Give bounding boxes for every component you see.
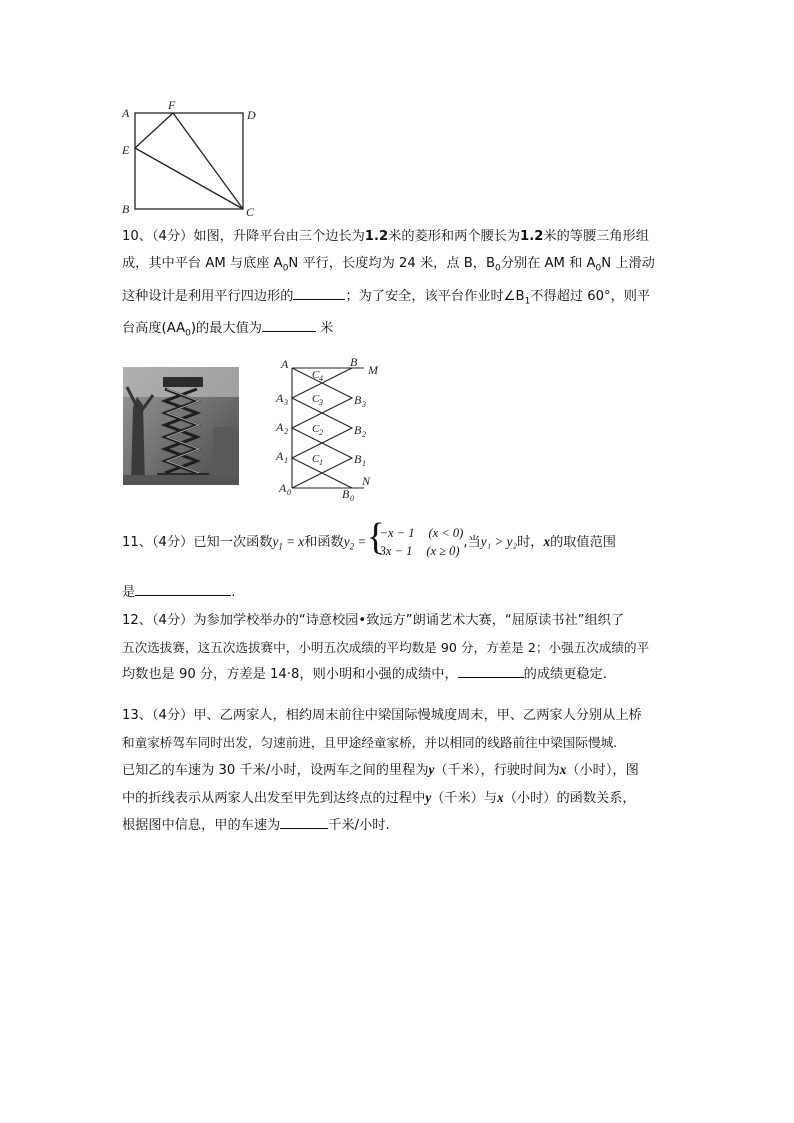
q12-text-1: 为参加学校举办的“诗意校园•致远方”朗诵艺术大赛，“屈原读书社”组织了 xyxy=(193,613,625,628)
question-10 xyxy=(122,223,674,348)
q11-text-shi: 是 xyxy=(122,584,136,600)
label-b3: B xyxy=(354,393,362,407)
q13-text-3b: （千米），行驶时间为 xyxy=(434,763,560,778)
label-b1: B xyxy=(354,452,362,466)
q11-line-2 xyxy=(122,579,674,606)
q10-text-1c: 米的等腰三角形组 xyxy=(543,229,649,244)
label-c4-sub: 4 xyxy=(319,374,323,383)
q13-number: 13、 xyxy=(122,708,152,723)
q13-x-2: x xyxy=(497,790,504,805)
q12-line-3 xyxy=(122,661,674,688)
q13-text-3a: 已知乙的车速为 30 千米/小时，设两车之间的里程为 xyxy=(122,763,429,778)
q10-sub-b0: 0 xyxy=(495,263,501,274)
q10-text-2: 成，其中平台 AM 与底座 A xyxy=(122,256,283,271)
label-b2-sub: 2 xyxy=(362,430,366,439)
q13-text-3c: （小时），图 xyxy=(566,763,639,778)
q13-line-3 xyxy=(122,756,674,784)
q10-sub-a0n: 0 xyxy=(595,263,602,274)
q10-text-3: 这种设计是利用平行四边形的 xyxy=(122,288,294,304)
q11-text-3: ,当 xyxy=(463,535,481,550)
lift-photo-svg xyxy=(123,367,239,485)
q12-line-1 xyxy=(122,607,674,634)
label-b0-sub: 0 xyxy=(350,494,354,503)
q10-text-4b: )的最大值为 xyxy=(190,321,262,337)
label-c4: C xyxy=(312,369,320,381)
label-a2-sub: 2 xyxy=(284,427,288,436)
q13-text-5b: 千米/小时. xyxy=(328,818,390,833)
q10-line-4 xyxy=(122,315,674,348)
label-a: A xyxy=(281,357,289,371)
q10-line-2 xyxy=(122,250,674,283)
q11-blank[interactable] xyxy=(135,581,231,596)
label-c3-sub: 3 xyxy=(319,398,323,407)
label-b2: B xyxy=(354,423,362,437)
label-c2: C xyxy=(312,423,320,435)
q11-case-2 xyxy=(380,542,464,560)
label-a0-sub: 0 xyxy=(287,488,291,497)
label-m: M xyxy=(368,363,378,377)
q11-case2-cond: (x ≥ 0) xyxy=(426,544,460,558)
q10-number: 10、 xyxy=(122,229,152,244)
q10-len2: 1.2 xyxy=(520,229,544,244)
label-a: A xyxy=(122,106,130,120)
q12-number: 12、 xyxy=(122,613,152,628)
label-a3: A xyxy=(276,391,284,405)
q11-x: x xyxy=(543,534,551,549)
segment-ef xyxy=(135,113,173,148)
q10-text-3c: 不得超过 60°，则平 xyxy=(530,288,651,304)
q10-text-4: 台高度(AA xyxy=(122,321,186,337)
lift-schematic-svg xyxy=(272,356,392,506)
label-a3-sub: 3 xyxy=(284,398,288,407)
q10-text-2d: N 上滑动 xyxy=(601,256,655,271)
q10-text-1b: 米的菱形和两个腰长为 xyxy=(388,229,521,244)
label-a0: A xyxy=(279,481,287,495)
segment-fc xyxy=(173,113,243,209)
q11-text-5: 的取值范围 xyxy=(550,535,616,550)
q10-line-3 xyxy=(122,283,674,316)
rectangle-figure xyxy=(118,98,268,222)
q11-case2-expr: 3x − 1 xyxy=(379,544,413,558)
q10-len1: 1.2 xyxy=(364,229,389,244)
q11-case1-cond: (x < 0) xyxy=(428,526,464,540)
label-a1: A xyxy=(276,449,284,463)
q13-y: y xyxy=(428,762,435,777)
q11-end: . xyxy=(231,584,236,600)
q11-piecewise xyxy=(370,524,464,560)
q10-text-2b: N 平行，长度均为 24 米，点 B，B xyxy=(288,256,495,271)
q13-text-4c: （小时）的函数关系， xyxy=(503,791,636,806)
q12-text-3b: 的成绩更稳定. xyxy=(523,667,607,682)
q13-line-5 xyxy=(122,812,674,839)
q10-text-4c: 米 xyxy=(320,321,334,337)
lift-photo xyxy=(123,367,239,485)
question-12 xyxy=(122,607,674,688)
label-b1-sub: 1 xyxy=(362,459,366,468)
q13-text-4a: 中的折线表示从两家人出发至甲先到达终点的过程中 xyxy=(122,791,426,806)
q13-text-1: 甲、乙两家人，相约周末前往中梁国际慢城度周末，甲、乙两家人分别从上桥 xyxy=(193,708,642,723)
label-a2: A xyxy=(276,420,284,434)
q11-y1-sub: 1 xyxy=(278,541,283,552)
q11-score: （4分） xyxy=(151,535,194,550)
q11-line-1 xyxy=(122,522,674,567)
label-n: N xyxy=(362,474,371,488)
question-11 xyxy=(122,522,674,606)
question-13 xyxy=(122,702,674,839)
q11-text-4: 时， xyxy=(517,535,544,550)
q10-text-1: 如图，升降平台由三个边长为 xyxy=(193,229,365,244)
q12-text-3a: 均数也是 90 分，方差是 14·8，则小明和小强的成绩中， xyxy=(122,667,458,682)
q10-blank-1[interactable] xyxy=(293,285,345,300)
q10-line-1 xyxy=(122,223,674,250)
q12-score: （4分） xyxy=(151,613,194,628)
label-b3-sub: 3 xyxy=(362,400,366,409)
rect-abcd xyxy=(135,113,243,209)
q13-line-4 xyxy=(122,784,674,812)
rectangle-svg xyxy=(118,98,268,222)
q13-x: x xyxy=(559,762,567,777)
q11-text-1: 已知一次函数 xyxy=(193,535,273,550)
q10-blank-2[interactable] xyxy=(262,317,316,332)
label-c1-sub: 1 xyxy=(319,458,323,467)
q13-text-5a: 根据图中信息，甲的车速为 xyxy=(122,818,281,833)
q10-sub-a0: 0 xyxy=(282,263,289,274)
q10-text-2c: 分别在 AM 和 A xyxy=(500,256,596,271)
q11-number: 11、 xyxy=(122,535,152,550)
q10-sub-aa0: 0 xyxy=(185,328,191,339)
label-b: B xyxy=(350,356,358,369)
label-e: E xyxy=(122,143,130,157)
q11-text-2: 和函数 xyxy=(304,535,344,550)
q10-score: （4分） xyxy=(151,229,194,244)
q13-score: （4分） xyxy=(151,708,194,723)
q13-blank[interactable] xyxy=(280,814,328,829)
q11-inequality: y₁ > y₂ xyxy=(480,534,518,549)
label-d: D xyxy=(247,108,256,122)
q13-line-1 xyxy=(122,702,674,729)
q11-eq-x: = x xyxy=(282,534,305,549)
q10-sub-b1: 1 xyxy=(524,296,531,307)
q12-line-2: 五次选拔赛，这五次选拔赛中，小明五次成绩的平均数是 90 分，方差是 2；小强五次成绩的平 xyxy=(122,640,650,655)
q11-y2: y xyxy=(343,534,350,549)
label-c3: C xyxy=(312,393,320,405)
q11-case-1 xyxy=(380,524,464,542)
q11-eq: = xyxy=(354,534,370,549)
label-b0: B xyxy=(342,487,350,501)
lift-schematic xyxy=(272,356,392,506)
q12-blank[interactable] xyxy=(458,663,524,678)
q11-case1-expr: −x − 1 xyxy=(379,526,415,540)
label-b: B xyxy=(122,202,130,216)
q11-y2-sub: 2 xyxy=(349,541,355,552)
label-c2-sub: 2 xyxy=(319,428,323,437)
label-f: F xyxy=(168,98,176,112)
q13-line-2: 和童家桥驾车同时出发，匀速前进，且甲途经童家桥，并以相同的线路前往中梁国际慢城. xyxy=(122,735,618,750)
q13-text-4b: （千米）与 xyxy=(431,791,498,806)
label-c: C xyxy=(246,205,255,219)
q10-text-3b: ；为了安全，该平台作业时∠B xyxy=(345,288,525,304)
q11-y1: y xyxy=(272,534,279,549)
label-a1-sub: 1 xyxy=(284,456,288,465)
q13-y-2: y xyxy=(425,790,432,805)
segment-ec xyxy=(135,148,243,209)
label-c1: C xyxy=(312,453,320,465)
